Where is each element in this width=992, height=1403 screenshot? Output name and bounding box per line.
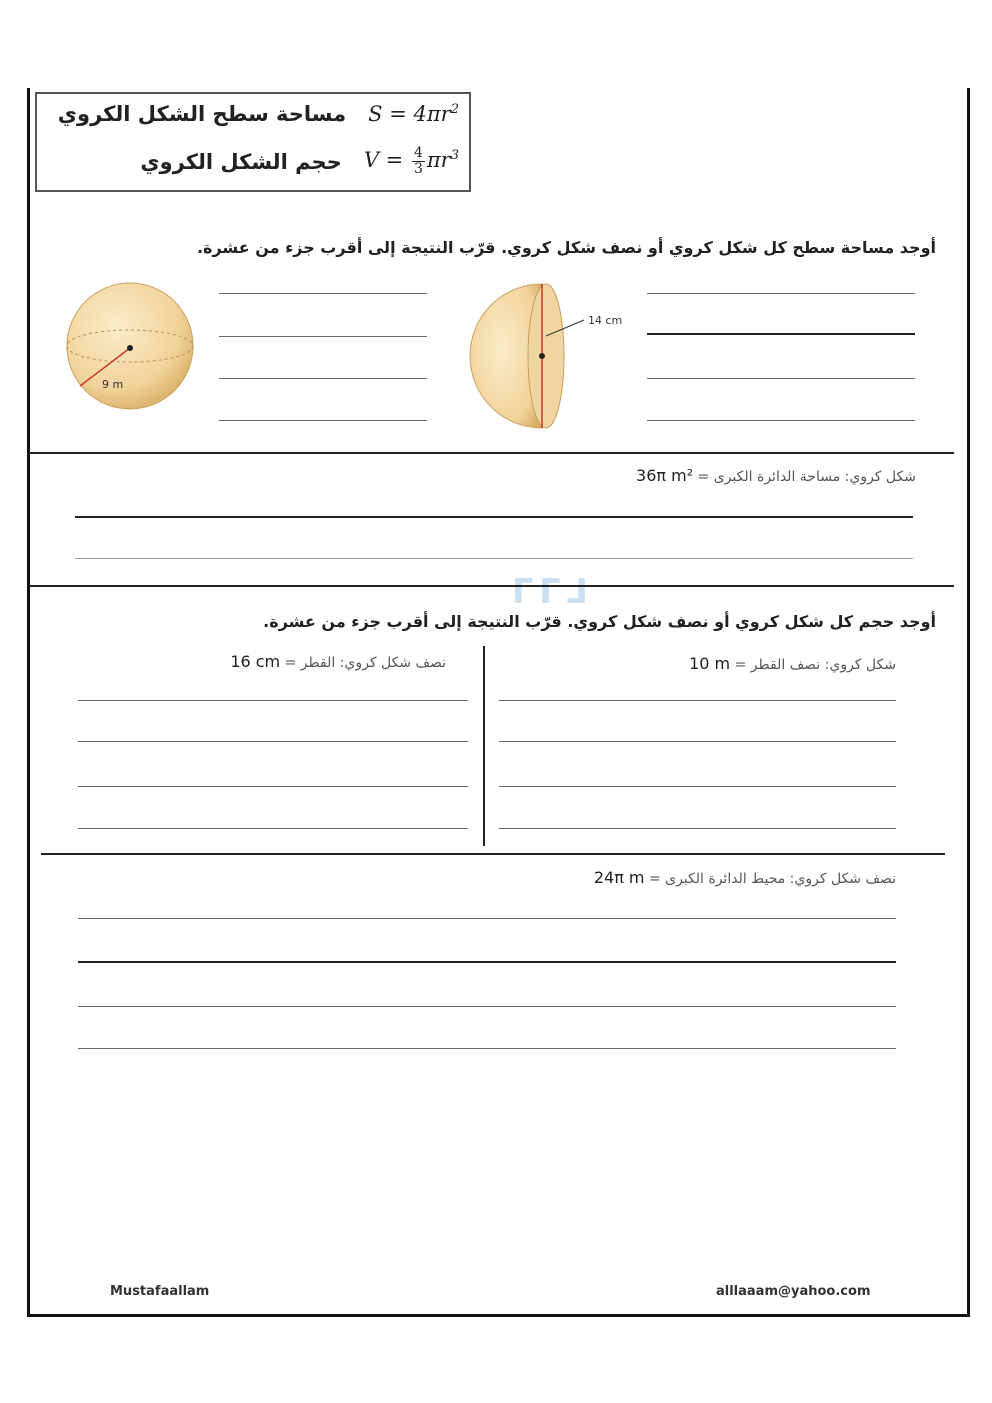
answer-line[interactable] (78, 918, 896, 919)
answer-line[interactable] (499, 700, 896, 701)
column-divider (483, 646, 485, 846)
answer-line[interactable] (647, 420, 915, 421)
volume-formula-row (140, 146, 459, 177)
answer-line[interactable] (78, 741, 468, 742)
section2-prompt: شكل كروي: مساحة الدائرة الكبرى = 36π m² (636, 466, 916, 485)
answer-line[interactable] (647, 333, 915, 335)
answer-line[interactable] (219, 378, 427, 379)
hemisphere-center (539, 353, 545, 359)
sphere-radius-label: 9 m (102, 378, 124, 391)
answer-line[interactable] (78, 786, 468, 787)
volume-formula-label: حجم الشكل الكروي (140, 149, 342, 174)
answer-line[interactable] (647, 293, 915, 294)
section4-prompt: نصف شكل كروي: محيط الدائرة الكبرى = 24π m (593, 868, 896, 887)
answer-line[interactable] (75, 516, 913, 518)
answer-line[interactable] (219, 420, 427, 421)
answer-line[interactable] (78, 961, 896, 963)
answer-line[interactable] (78, 1048, 896, 1049)
answer-line[interactable] (499, 786, 896, 787)
hemisphere-figure (466, 278, 636, 433)
surface-formula: $S = 4\pi r^2$ (368, 102, 459, 126)
surface-formula-row (58, 102, 459, 126)
answer-line[interactable] (75, 558, 913, 559)
section3-instruction: أوجد حجم كل شكل كروي أو نصف شكل كروي. قرّب النتيجة إلى أقرب جزء من عشرة. (263, 612, 936, 631)
section2-prompt-value: 36π m² (636, 466, 694, 485)
sphere-center (127, 345, 133, 351)
section3-left-prompt-value: 16 cm (230, 652, 281, 671)
watermark: ᒥᒥᒧ (512, 572, 594, 612)
formula-box (35, 92, 471, 192)
surface-formula-label: مساحة سطح الشكل الكروي (57, 102, 347, 126)
page-frame (27, 88, 970, 1317)
answer-line[interactable] (78, 700, 468, 701)
volume-formula: V = $\frac{4}{3}$ $\pi r^3$ (363, 145, 459, 177)
section3-right-prompt: شكل كروي: نصف القطر = 10 m (689, 654, 896, 673)
footer-email: alllaaam@yahoo.com (716, 1284, 871, 1299)
answer-line[interactable] (499, 741, 896, 742)
answer-line[interactable] (499, 828, 896, 829)
section3-right-prompt-value: 10 m (689, 654, 731, 673)
section-divider (41, 853, 945, 855)
section-divider (29, 452, 954, 454)
answer-line[interactable] (219, 336, 427, 337)
section-divider (29, 585, 954, 587)
answer-line[interactable] (78, 828, 468, 829)
section3-left-prompt: نصف شكل كروي: القطر = 16 cm (230, 652, 446, 671)
answer-line[interactable] (647, 378, 915, 379)
answer-line[interactable] (219, 293, 427, 294)
footer-author: Mustafaallam (110, 1284, 210, 1299)
sphere-figure (58, 278, 203, 413)
hemisphere-face (528, 284, 564, 428)
answer-line[interactable] (78, 1006, 896, 1007)
section4-prompt-value: 24π m (593, 868, 645, 887)
section1-instruction: أوجد مساحة سطح كل شكل كروي أو نصف شكل كروي. قرّب النتيجة إلى أقرب جزء من عشرة. (196, 238, 936, 257)
hemisphere-diameter-label: 14 cm (588, 314, 623, 327)
